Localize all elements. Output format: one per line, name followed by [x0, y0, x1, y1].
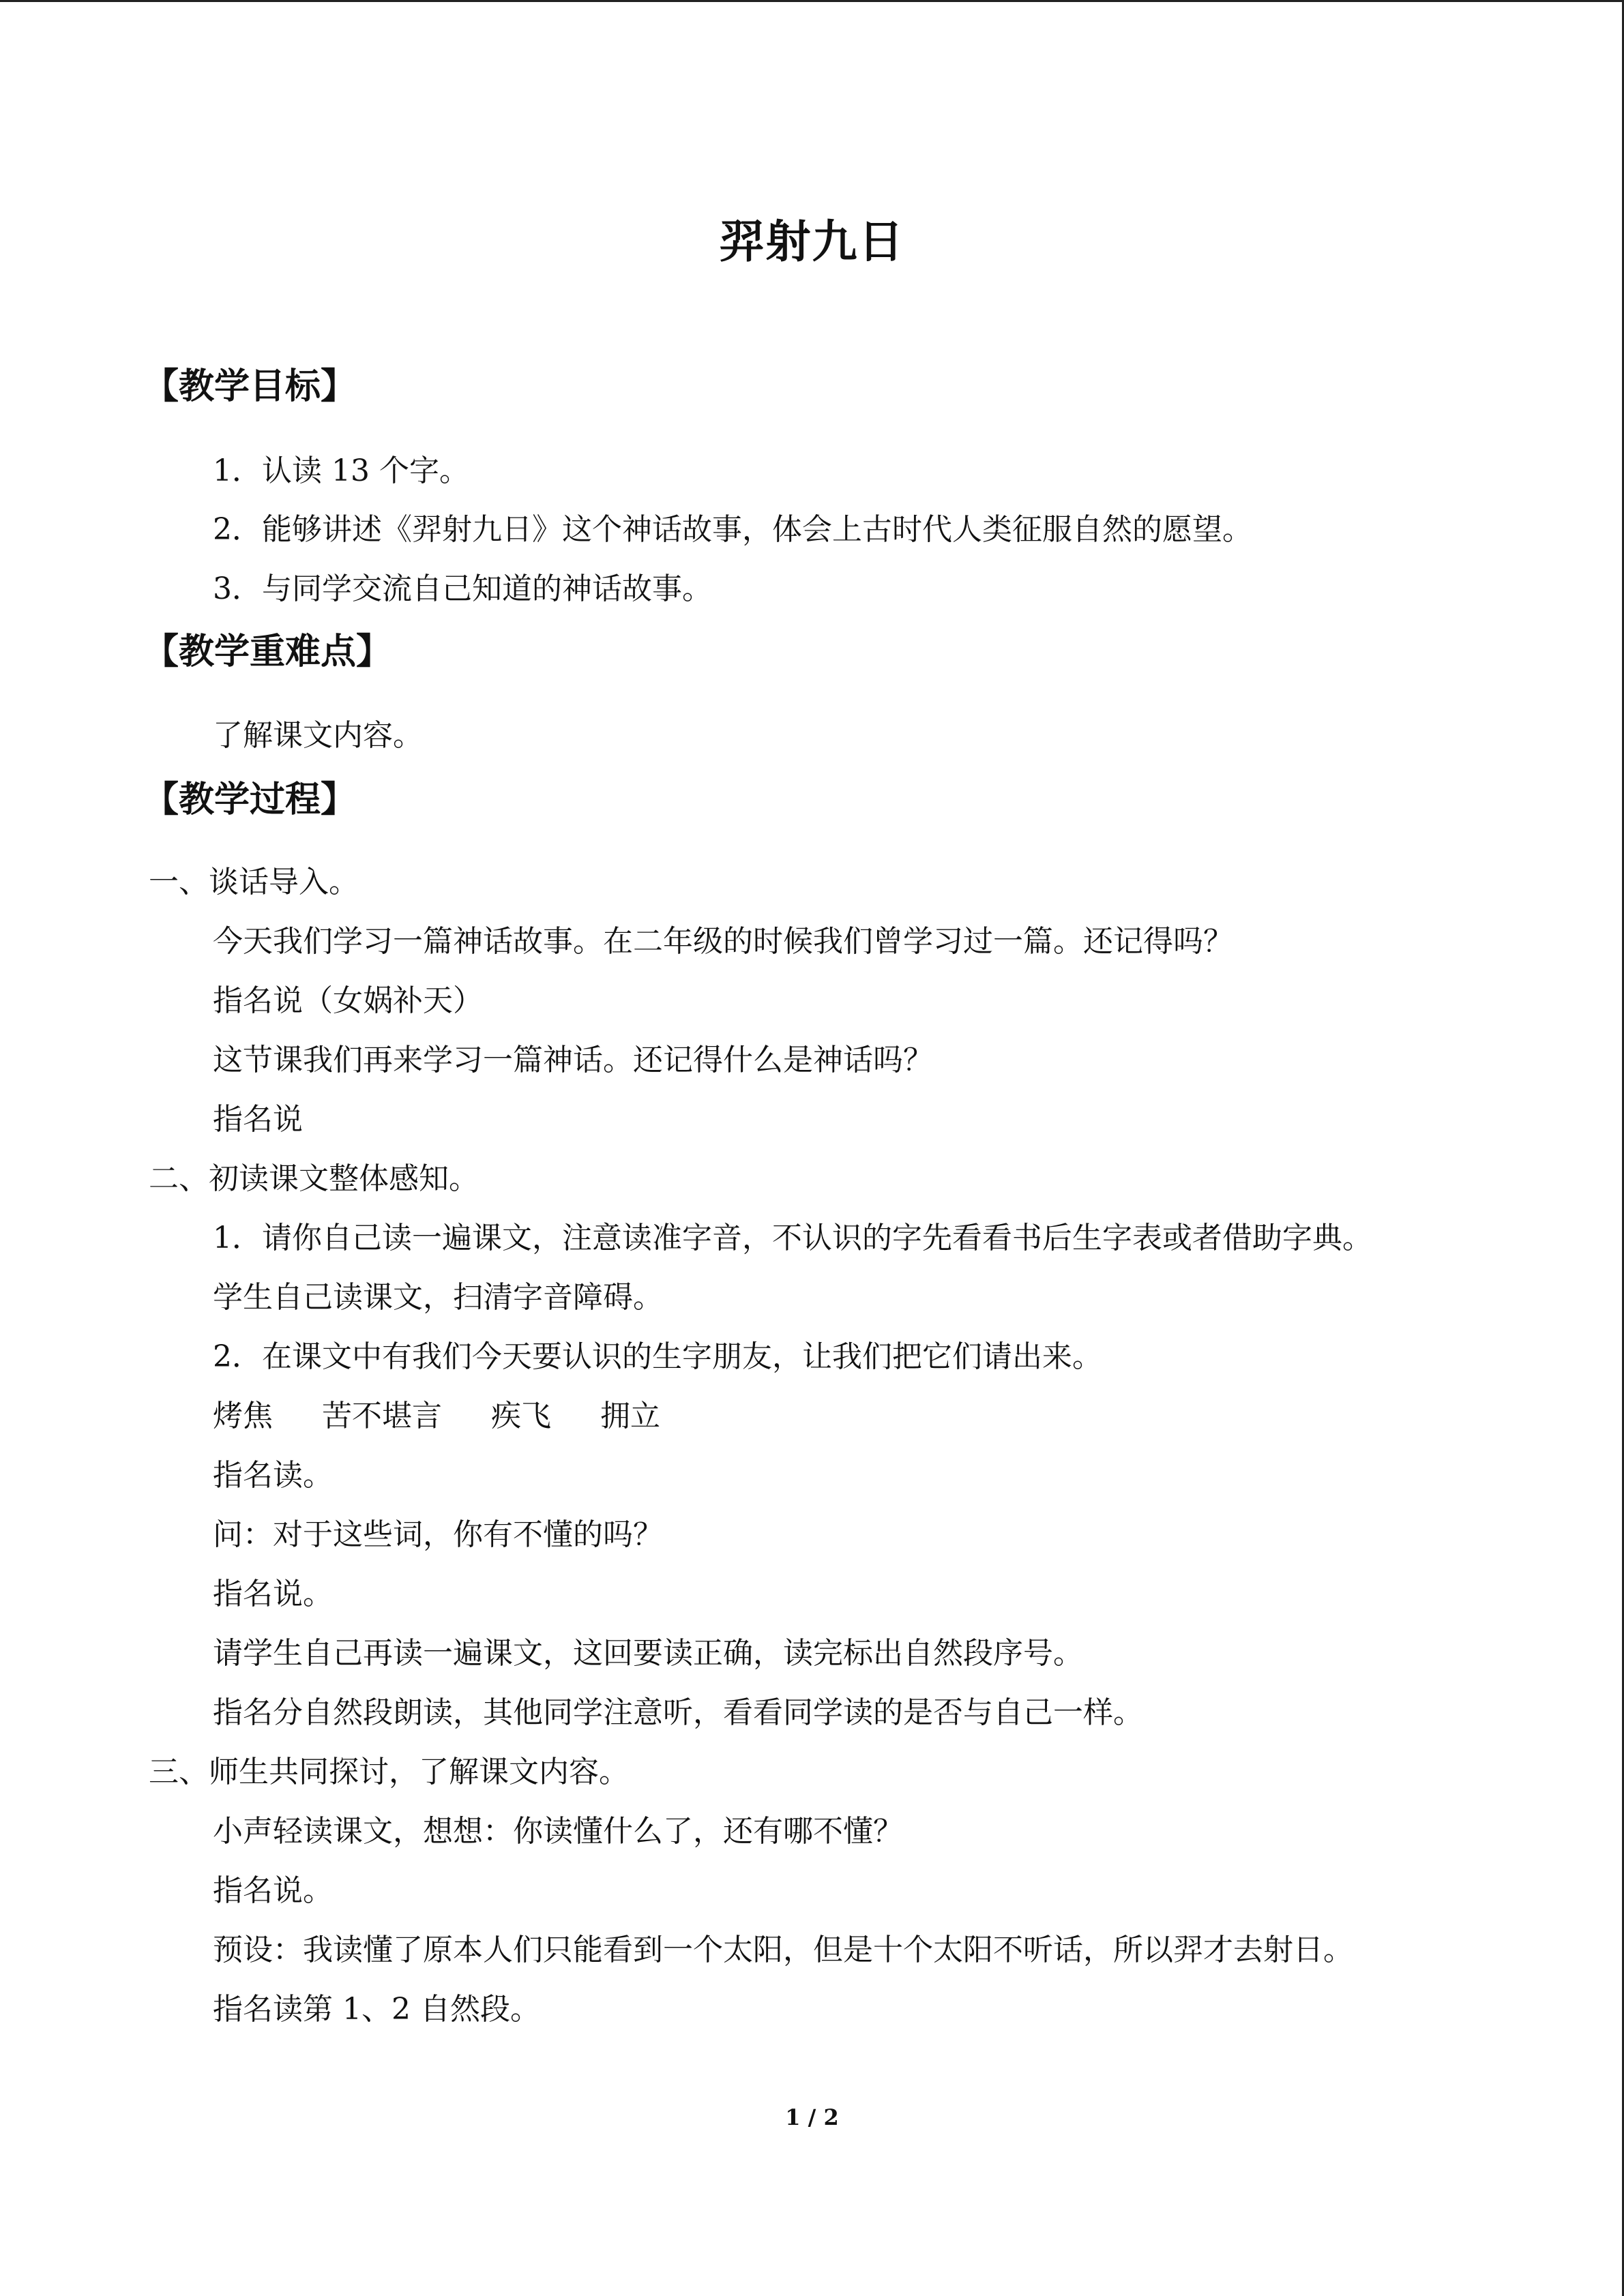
process-part1-line-3: 这节课我们再来学习一篇神话。还记得什么是神话吗？ [213, 1043, 933, 1077]
page-number: 1 / 2 [785, 2104, 839, 2130]
page-border-top [0, 0, 1624, 2]
process-part3-line-1: 小声轻读课文，想想：你读懂什么了，还有哪不懂？ [213, 1814, 903, 1849]
process-part3-line-4: 指名读第 1、2 自然段。 [213, 1992, 540, 2027]
vocab-word-2: 苦不堪言 [322, 1399, 442, 1433]
vocab-list [213, 1392, 700, 1440]
process-part1-line-1: 今天我们学习一篇神话故事。在二年级的时候我们曾学习过一篇。还记得吗？ [213, 924, 1233, 959]
process-part2-line-4: 指名读。 [213, 1458, 333, 1493]
process-part2-line-7: 请学生自己再读一遍课文，这回要读正确，读完标出自然段序号。 [213, 1636, 1083, 1671]
vocab-word-4: 拥立 [600, 1399, 660, 1433]
process-part3-title: 三、师生共同探讨，了解课文内容。 [149, 1755, 629, 1789]
heading-key-points: 【教学重难点】 [143, 631, 392, 672]
process-part2-line-3: 2．在课文中有我们今天要认识的生字朋友，让我们把它们请出来。 [213, 1339, 1102, 1374]
vocab-word-1: 烤焦 [213, 1399, 273, 1433]
goal-item-1: 1．认读 13 个字。 [213, 453, 469, 488]
process-part3-line-3: 预设：我读懂了原本人们只能看到一个太阳，但是十个太阳不听话，所以羿才去射日。 [213, 1933, 1353, 1967]
page-title: 羿射九日 [719, 215, 905, 268]
process-part3-line-2: 指名说。 [213, 1873, 333, 1908]
process-part2-line-1: 1．请你自己读一遍课文，注意读准字音，不认识的字先看看书后生字表或者借助字典。 [213, 1221, 1372, 1255]
process-part2-line-6: 指名说。 [213, 1577, 333, 1611]
goal-item-2: 2．能够讲述《羿射九日》这个神话故事，体会上古时代人类征服自然的愿望。 [213, 512, 1252, 547]
heading-teaching-process: 【教学过程】 [143, 779, 357, 820]
goal-item-3: 3．与同学交流自己知道的神话故事。 [213, 571, 712, 606]
heading-teaching-goals: 【教学目标】 [143, 366, 357, 407]
process-part2-line-5: 问：对于这些词，你有不懂的吗？ [213, 1517, 663, 1552]
process-part2-line-2: 学生自己读课文，扫清字音障碍。 [213, 1280, 663, 1315]
process-part2-line-8: 指名分自然段朗读，其他同学注意听，看看同学读的是否与自己一样。 [213, 1695, 1143, 1730]
process-part1-line-4: 指名说 [213, 1102, 303, 1137]
vocab-word-3: 疾飞 [491, 1399, 551, 1433]
process-part1-line-2: 指名说（女娲补天） [213, 983, 483, 1018]
process-part2-title: 二、初读课文整体感知。 [149, 1161, 479, 1196]
process-part1-title: 一、谈话导入。 [149, 865, 359, 899]
key-point-item-1: 了解课文内容。 [213, 718, 423, 753]
